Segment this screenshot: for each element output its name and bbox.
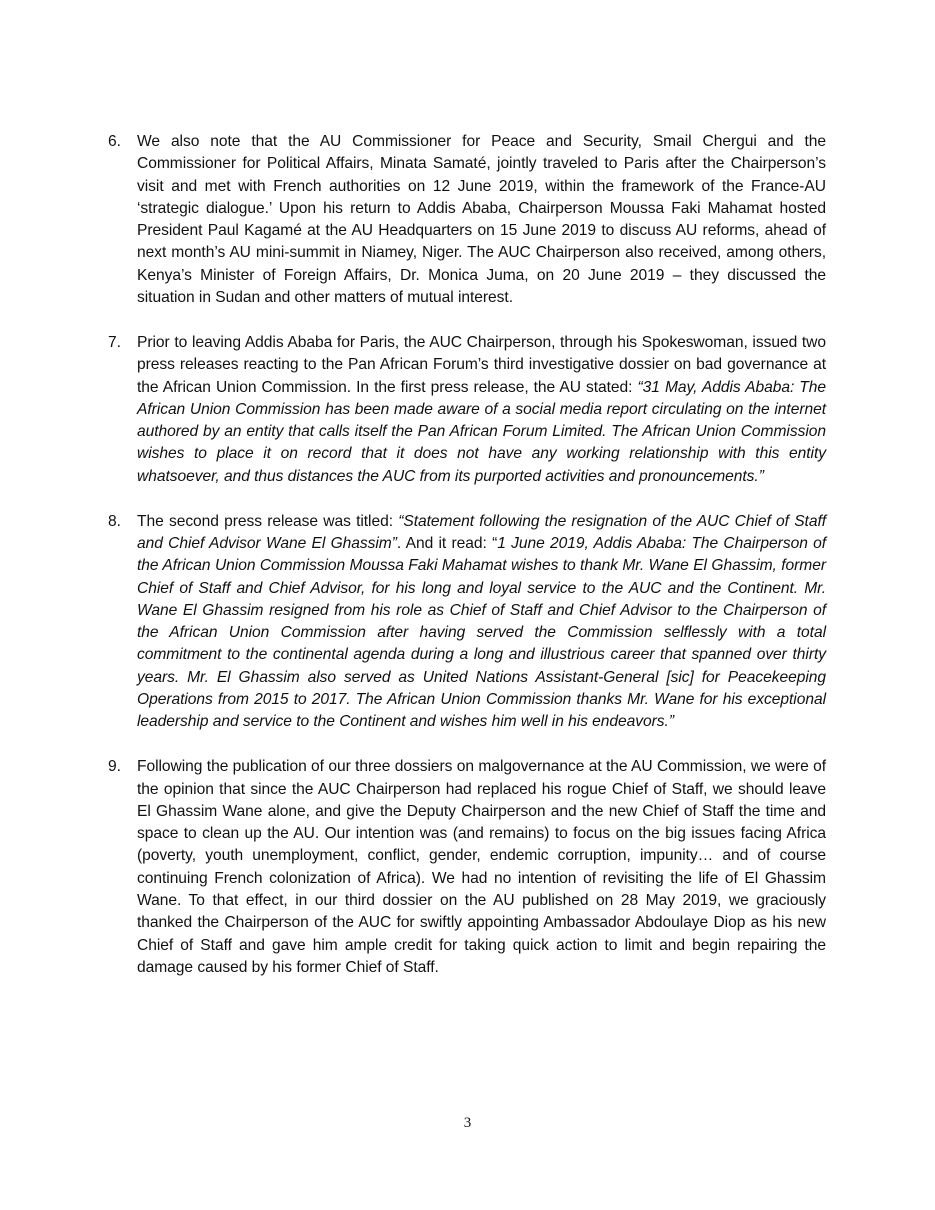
paragraph-number: 7. [108,333,121,351]
page-number: 3 [463,1115,472,1131]
text-run: . And it read: “ [396,534,498,552]
paragraph-item-7 [108,332,826,488]
paragraph-number: 9. [108,758,121,776]
text-run: Following the publication of our three dossiers on malgovernance at the AU Commission, we were of the opinion that since the AUC Chairperson had replaced his rogue Chief of Staff, we should leave El Ghassim Wane alone, and give the Deputy Chairperson and the new Chief of Staff the time and space to clean up the AU. Our intention was (and remains) to focus on the big issues facing Africa (poverty, youth unemployment, conflict, gender, endemic corruption, impunity… and of course continuing French colonization of Africa). We had no intention of revisiting the life of El Ghassim Wane. To that effect, in our third dossier on the AU published on 28 May 2019, we graciously thanked the Chairperson of the AUC for swiftly appointing Ambassador Abdoulaye Diop as his new Chief of Staff and gave him ample credit for taking quick action to limit and begin repairing the damage caused by his former Chief of Staff. [137,758,826,976]
paragraph-item-6 [108,131,826,309]
paragraph-number: 6. [108,133,121,150]
quoted-text-run: 1 June 2019, Addis Ababa: The Chairperson of the African Union Commission Moussa Faki Mahamat wishes to thank Mr. Wane El Ghassim, former Chief of Staff and Chief Advisor, for his long and loyal service to the AUC and the Continent. Mr. Wane El Ghassim resigned from his role as Chief of Staff and Chief Advisor to the Chairperson of the African Union Commission after having served the Commission selflessly with a total commitment to the continental agenda during a long and illustrious career that spanned over thirty years. Mr. El Ghassim also served as United Nations Assistant-General [sic] for Peacekeeping Operations from 2015 to 2017. The African Union Commission thanks Mr. Wane for his exceptional leadership and service to the Continent and wishes him well in his endeavors.” [137,534,827,731]
paragraph-item-9 [108,756,826,979]
text-run: Prior to leaving Addis Ababa for Paris, the AUC Chairperson, through his Spokeswoman, issued two press releases reacting to the Pan African Forum’s third investigative dossier on bad governance at the African Union Commission. In the first press release, the AU stated: [137,333,826,396]
paragraph-text [137,332,826,488]
numbered-paragraph-list [108,131,826,1002]
paragraph-text [137,756,826,979]
paragraph-text [137,131,826,309]
paragraph-text [137,511,826,734]
text-run: The second press release was titled: [137,512,399,530]
text-run: We also note that the AU Commissioner for Peace and Security, Smail Chergui and the Commissioner for Political Affairs, Minata Samaté, jointly traveled to Paris after the Chairperson’s visit and met with French authorities on 12 June 2019, within the framework of the France-AU ‘strategic dialogue.’ Upon his return to Addis Ababa, Chairperson Moussa Faki Mahamat hosted President Paul Kagamé at the AU Headquarters on 15 June 2019 to discuss AU reforms, ahead of next month’s AU mini-summit in Niamey, Niger. The AUC Chairperson also received, among others, Kenya’s Minister of Foreign Affairs, Dr. Monica Juma, on 20 June 2019 – they discussed the situation in Sudan and other matters of mutual interest. [137,133,826,307]
quoted-text-run: “Statement following the resignation of the AUC Chief of Staff and Chief Advisor Wane El Ghassim” [137,512,827,552]
paragraph-item-8 [108,511,826,734]
quoted-text-run: “31 May, Addis Ababa: The African Union Commission has been made aware of a social media report circulating on the internet authored by an entity that calls itself the Pan African Forum Limited. The African Union Commission wishes to place it on record that it does not have any working relationship with this entity whatsoever, and thus distances the AUC from its purported activities and pronouncements.” [137,378,826,485]
paragraph-number: 8. [108,512,121,530]
